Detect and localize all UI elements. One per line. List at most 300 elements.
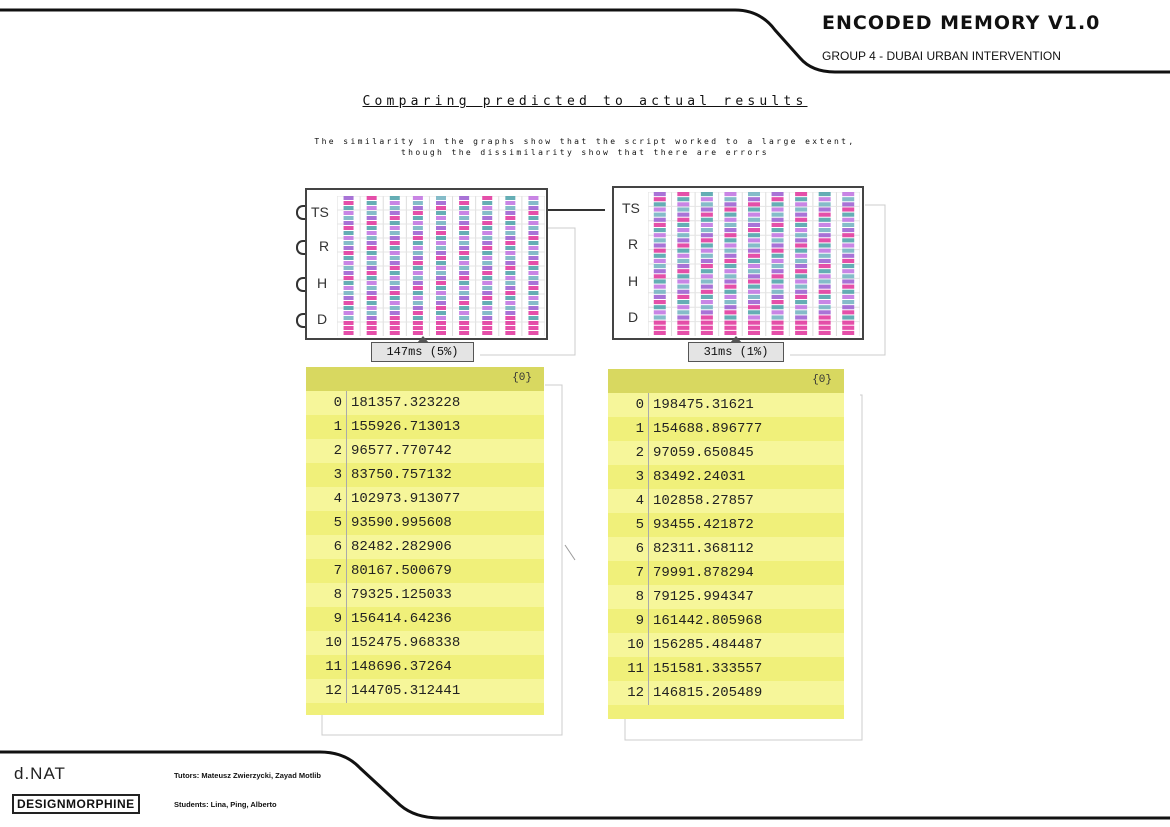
bar-segment bbox=[344, 326, 354, 330]
list-item-value: 144705.312441 bbox=[351, 683, 461, 699]
bar-segment bbox=[724, 305, 736, 309]
list-item[interactable] bbox=[306, 439, 544, 463]
bar-segment bbox=[677, 243, 689, 247]
bar-segment bbox=[701, 300, 713, 304]
bar-segment bbox=[772, 285, 784, 289]
bar-segment bbox=[772, 315, 784, 319]
bar-segment bbox=[654, 213, 666, 217]
bar-segment bbox=[701, 321, 713, 325]
bar-segment bbox=[795, 223, 807, 227]
bar-segment bbox=[528, 211, 538, 215]
right-graph-panel[interactable] bbox=[612, 186, 864, 340]
bar-segment bbox=[459, 311, 469, 315]
bar-segment bbox=[413, 196, 423, 200]
bar-segment bbox=[390, 196, 400, 200]
bar-segment bbox=[795, 264, 807, 268]
bar-segment bbox=[819, 259, 831, 263]
bar-segment bbox=[772, 310, 784, 314]
bar-segment bbox=[390, 211, 400, 215]
bar-segment bbox=[482, 251, 492, 255]
bar-segment bbox=[819, 269, 831, 273]
bar-segment bbox=[482, 256, 492, 260]
bar-segment bbox=[459, 261, 469, 265]
bar-segment bbox=[367, 306, 377, 310]
bar-segment bbox=[795, 321, 807, 325]
bar-segment bbox=[795, 274, 807, 278]
bar-segment bbox=[482, 271, 492, 275]
bar-segment bbox=[505, 261, 515, 265]
bar-segment bbox=[748, 259, 760, 263]
bar-segment bbox=[795, 279, 807, 283]
list-item-index: 7 bbox=[608, 561, 649, 585]
bar-segment bbox=[701, 202, 713, 206]
bar-segment bbox=[654, 315, 666, 319]
list-item[interactable] bbox=[306, 463, 544, 487]
app-subtitle: GROUP 4 - DUBAI URBAN INTERVENTION bbox=[822, 49, 1061, 63]
bar-segment bbox=[772, 238, 784, 242]
bar-segment bbox=[413, 216, 423, 220]
bar-segment bbox=[436, 226, 446, 230]
list-item-value: 156414.64236 bbox=[351, 611, 452, 627]
bar-segment bbox=[344, 311, 354, 315]
bar-segment bbox=[724, 249, 736, 253]
bar-segment bbox=[482, 216, 492, 220]
list-item[interactable] bbox=[306, 487, 544, 511]
bar-segment bbox=[482, 236, 492, 240]
bar-segment bbox=[390, 251, 400, 255]
list-item[interactable] bbox=[306, 655, 544, 679]
bar-segment bbox=[344, 206, 354, 210]
bar-segment bbox=[390, 256, 400, 260]
bar-segment bbox=[459, 306, 469, 310]
bar-segment bbox=[344, 271, 354, 275]
bar-segment bbox=[390, 331, 400, 335]
left-graph-label-h: H bbox=[317, 275, 328, 291]
bar-segment bbox=[842, 213, 854, 217]
bar-segment bbox=[367, 201, 377, 205]
bar-segment bbox=[367, 271, 377, 275]
bar-segment bbox=[390, 241, 400, 245]
bar-segment bbox=[724, 259, 736, 263]
bar-segment bbox=[344, 316, 354, 320]
list-item-index: 3 bbox=[306, 463, 347, 487]
dnat-logo: d.NAT bbox=[14, 764, 66, 783]
bar-segment bbox=[482, 286, 492, 290]
list-item-index: 0 bbox=[306, 391, 347, 415]
bar-segment bbox=[795, 290, 807, 294]
bar-segment bbox=[748, 218, 760, 222]
bar-segment bbox=[390, 286, 400, 290]
bar-segment bbox=[819, 218, 831, 222]
bar-segment bbox=[748, 249, 760, 253]
bar-segment bbox=[505, 226, 515, 230]
bar-segment bbox=[390, 311, 400, 315]
bar-segment bbox=[842, 295, 854, 299]
left-graph-panel[interactable] bbox=[305, 188, 548, 340]
bar-segment bbox=[344, 256, 354, 260]
bar-segment bbox=[528, 281, 538, 285]
bar-segment bbox=[842, 218, 854, 222]
bar-segment bbox=[528, 231, 538, 235]
bar-segment bbox=[367, 261, 377, 265]
bar-segment bbox=[701, 259, 713, 263]
list-item-value: 83750.757132 bbox=[351, 467, 452, 483]
bar-segment bbox=[748, 305, 760, 309]
bar-segment bbox=[344, 276, 354, 280]
bar-segment bbox=[842, 321, 854, 325]
bar-segment bbox=[459, 326, 469, 330]
bar-segment bbox=[459, 211, 469, 215]
list-item[interactable] bbox=[306, 415, 544, 439]
bar-segment bbox=[367, 246, 377, 250]
bar-segment bbox=[505, 296, 515, 300]
right-timer-badge: 31ms (1%) bbox=[688, 342, 784, 362]
input-grip-icon[interactable] bbox=[296, 277, 305, 292]
bar-segment bbox=[842, 269, 854, 273]
bar-segment bbox=[795, 243, 807, 247]
bar-segment bbox=[819, 192, 831, 196]
bar-segment bbox=[795, 249, 807, 253]
bar-segment bbox=[772, 233, 784, 237]
list-item-index: 4 bbox=[306, 487, 347, 511]
left-data-panel[interactable] bbox=[306, 367, 544, 715]
bar-segment bbox=[842, 279, 854, 283]
description-line-1: The similarity in the graphs show that the script worked to a large extent, bbox=[314, 137, 856, 146]
bar-segment bbox=[390, 316, 400, 320]
bar-segment bbox=[842, 274, 854, 278]
bar-segment bbox=[459, 296, 469, 300]
bar-segment bbox=[724, 254, 736, 258]
bar-segment bbox=[482, 296, 492, 300]
bar-segment bbox=[459, 221, 469, 225]
bar-segment bbox=[367, 226, 377, 230]
bar-segment bbox=[795, 305, 807, 309]
list-item[interactable] bbox=[306, 559, 544, 583]
list-item[interactable] bbox=[608, 657, 844, 681]
bar-segment bbox=[772, 259, 784, 263]
bar-segment bbox=[772, 207, 784, 211]
bar-segment bbox=[344, 241, 354, 245]
bar-segment bbox=[413, 256, 423, 260]
bar-segment bbox=[367, 196, 377, 200]
bar-segment bbox=[436, 221, 446, 225]
input-grip-icon[interactable] bbox=[296, 205, 305, 220]
bar-segment bbox=[654, 197, 666, 201]
right-path-tag: {0} bbox=[812, 374, 832, 386]
bar-segment bbox=[795, 197, 807, 201]
bar-segment bbox=[482, 211, 492, 215]
bar-segment bbox=[436, 276, 446, 280]
bar-segment bbox=[413, 271, 423, 275]
bar-segment bbox=[344, 211, 354, 215]
bar-segment bbox=[842, 259, 854, 263]
bar-segment bbox=[390, 266, 400, 270]
bar-segment bbox=[724, 192, 736, 196]
list-item[interactable] bbox=[608, 441, 844, 465]
bar-segment bbox=[772, 249, 784, 253]
bar-segment bbox=[701, 310, 713, 314]
bar-segment bbox=[482, 231, 492, 235]
bar-segment bbox=[654, 207, 666, 211]
bar-segment bbox=[748, 315, 760, 319]
left-graph-label-d: D bbox=[317, 311, 328, 327]
bar-segment bbox=[748, 213, 760, 217]
bar-segment bbox=[482, 326, 492, 330]
list-item[interactable] bbox=[608, 585, 844, 609]
bar-segment bbox=[482, 196, 492, 200]
bar-segment bbox=[459, 321, 469, 325]
bar-segment bbox=[748, 228, 760, 232]
right-graph-label-d: D bbox=[628, 309, 639, 325]
list-item[interactable] bbox=[306, 391, 544, 415]
bar-segment bbox=[701, 285, 713, 289]
bar-segment bbox=[677, 295, 689, 299]
bar-segment bbox=[505, 271, 515, 275]
bar-segment bbox=[724, 213, 736, 217]
bar-segment bbox=[677, 249, 689, 253]
list-item-index: 8 bbox=[306, 583, 347, 607]
bar-segment bbox=[436, 231, 446, 235]
bar-segment bbox=[795, 315, 807, 319]
list-item-index: 12 bbox=[608, 681, 649, 705]
bar-segment bbox=[344, 291, 354, 295]
bar-segment bbox=[748, 223, 760, 227]
bar-segment bbox=[344, 236, 354, 240]
list-item[interactable] bbox=[306, 535, 544, 559]
list-item[interactable] bbox=[608, 393, 844, 417]
list-item[interactable] bbox=[608, 561, 844, 585]
bar-segment bbox=[701, 274, 713, 278]
bar-segment bbox=[677, 218, 689, 222]
bar-segment bbox=[505, 221, 515, 225]
bar-segment bbox=[390, 276, 400, 280]
list-item-value: 82311.368112 bbox=[653, 541, 754, 557]
bar-segment bbox=[677, 259, 689, 263]
list-item[interactable] bbox=[608, 537, 844, 561]
bar-segment bbox=[772, 218, 784, 222]
bar-segment bbox=[724, 264, 736, 268]
bar-segment bbox=[819, 326, 831, 330]
bar-segment bbox=[528, 296, 538, 300]
bar-segment bbox=[724, 290, 736, 294]
bar-segment bbox=[677, 274, 689, 278]
bar-segment bbox=[436, 321, 446, 325]
bar-segment bbox=[795, 207, 807, 211]
bar-segment bbox=[677, 279, 689, 283]
tutors-credit: Tutors: Mateusz Zwierzycki, Zayad Motlib bbox=[174, 771, 321, 780]
list-item-value: 155926.713013 bbox=[351, 419, 461, 435]
bar-segment bbox=[390, 261, 400, 265]
bar-segment bbox=[482, 261, 492, 265]
bar-segment bbox=[772, 269, 784, 273]
list-item-index: 1 bbox=[608, 417, 649, 441]
bar-segment bbox=[654, 331, 666, 335]
bar-segment bbox=[505, 326, 515, 330]
bar-segment bbox=[344, 196, 354, 200]
bar-segment bbox=[459, 251, 469, 255]
bar-segment bbox=[413, 241, 423, 245]
input-grip-icon[interactable] bbox=[296, 313, 305, 328]
bar-segment bbox=[819, 197, 831, 201]
bar-segment bbox=[795, 238, 807, 242]
list-item-index: 8 bbox=[608, 585, 649, 609]
bar-segment bbox=[748, 233, 760, 237]
list-item-index: 4 bbox=[608, 489, 649, 513]
bar-segment bbox=[724, 331, 736, 335]
bar-segment bbox=[482, 276, 492, 280]
bar-segment bbox=[367, 251, 377, 255]
bar-segment bbox=[724, 228, 736, 232]
bar-segment bbox=[528, 251, 538, 255]
bar-segment bbox=[654, 192, 666, 196]
bar-segment bbox=[459, 316, 469, 320]
right-data-panel[interactable] bbox=[608, 369, 844, 719]
list-item[interactable] bbox=[608, 465, 844, 489]
bar-segment bbox=[748, 285, 760, 289]
bar-segment bbox=[390, 206, 400, 210]
bar-segment bbox=[505, 236, 515, 240]
bar-segment bbox=[724, 218, 736, 222]
bar-segment bbox=[505, 331, 515, 335]
bar-segment bbox=[459, 256, 469, 260]
bar-segment bbox=[505, 306, 515, 310]
bar-segment bbox=[654, 202, 666, 206]
bar-segment bbox=[367, 291, 377, 295]
bar-segment bbox=[390, 231, 400, 235]
bar-segment bbox=[390, 306, 400, 310]
bar-segment bbox=[505, 321, 515, 325]
list-item[interactable] bbox=[608, 513, 844, 537]
bar-segment bbox=[344, 261, 354, 265]
list-item[interactable] bbox=[306, 607, 544, 631]
bar-segment bbox=[654, 326, 666, 330]
list-item[interactable] bbox=[306, 511, 544, 535]
bar-segment bbox=[413, 296, 423, 300]
bar-segment bbox=[842, 305, 854, 309]
bar-segment bbox=[701, 305, 713, 309]
input-grip-icon[interactable] bbox=[296, 240, 305, 255]
bar-segment bbox=[390, 326, 400, 330]
right-panel-header bbox=[608, 369, 844, 393]
bar-segment bbox=[772, 326, 784, 330]
bar-segment bbox=[459, 196, 469, 200]
bar-segment bbox=[390, 301, 400, 305]
bar-segment bbox=[677, 228, 689, 232]
bar-segment bbox=[654, 254, 666, 258]
page-heading: Comparing predicted to actual results bbox=[362, 94, 808, 109]
bar-segment bbox=[748, 243, 760, 247]
bar-segment bbox=[772, 274, 784, 278]
bar-segment bbox=[367, 211, 377, 215]
bar-segment bbox=[677, 238, 689, 242]
bar-segment bbox=[724, 197, 736, 201]
bar-segment bbox=[748, 207, 760, 211]
bar-segment bbox=[724, 238, 736, 242]
list-item[interactable] bbox=[608, 681, 844, 705]
bar-segment bbox=[505, 216, 515, 220]
bar-segment bbox=[724, 233, 736, 237]
list-item-value: 83492.24031 bbox=[653, 469, 746, 485]
bar-segment bbox=[701, 192, 713, 196]
bar-segment bbox=[772, 223, 784, 227]
bar-segment bbox=[701, 264, 713, 268]
bar-segment bbox=[677, 202, 689, 206]
bar-segment bbox=[413, 306, 423, 310]
bar-segment bbox=[701, 228, 713, 232]
list-item-value: 181357.323228 bbox=[351, 395, 461, 411]
bar-segment bbox=[748, 197, 760, 201]
bar-segment bbox=[654, 300, 666, 304]
list-item[interactable] bbox=[306, 631, 544, 655]
bar-segment bbox=[528, 301, 538, 305]
bar-segment bbox=[413, 301, 423, 305]
list-item-index: 0 bbox=[608, 393, 649, 417]
bar-segment bbox=[654, 228, 666, 232]
bar-segment bbox=[748, 238, 760, 242]
bar-segment bbox=[819, 274, 831, 278]
bar-segment bbox=[436, 261, 446, 265]
bar-segment bbox=[677, 233, 689, 237]
bar-segment bbox=[367, 256, 377, 260]
list-item[interactable] bbox=[608, 417, 844, 441]
list-item[interactable] bbox=[608, 489, 844, 513]
bar-segment bbox=[701, 331, 713, 335]
bar-segment bbox=[842, 290, 854, 294]
bar-segment bbox=[677, 331, 689, 335]
bar-segment bbox=[390, 221, 400, 225]
bar-segment bbox=[842, 202, 854, 206]
list-item[interactable] bbox=[608, 609, 844, 633]
list-item[interactable] bbox=[306, 679, 544, 703]
bar-segment bbox=[367, 241, 377, 245]
bar-segment bbox=[654, 249, 666, 253]
bar-segment bbox=[795, 326, 807, 330]
bar-segment bbox=[344, 296, 354, 300]
bar-segment bbox=[748, 254, 760, 258]
list-item-value: 161442.805968 bbox=[653, 613, 763, 629]
list-item-index: 2 bbox=[608, 441, 649, 465]
list-item[interactable] bbox=[608, 633, 844, 657]
list-item-index: 9 bbox=[608, 609, 649, 633]
bar-segment bbox=[724, 243, 736, 247]
bar-segment bbox=[842, 197, 854, 201]
list-item-index: 9 bbox=[306, 607, 347, 631]
list-item[interactable] bbox=[306, 583, 544, 607]
bar-segment bbox=[390, 291, 400, 295]
bar-segment bbox=[819, 305, 831, 309]
bar-segment bbox=[413, 276, 423, 280]
bar-segment bbox=[528, 201, 538, 205]
bar-segment bbox=[701, 315, 713, 319]
bar-segment bbox=[436, 246, 446, 250]
bar-segment bbox=[528, 331, 538, 335]
bar-segment bbox=[842, 223, 854, 227]
bar-segment bbox=[436, 201, 446, 205]
bar-segment bbox=[413, 321, 423, 325]
bar-segment bbox=[459, 291, 469, 295]
bar-segment bbox=[482, 301, 492, 305]
bar-segment bbox=[772, 321, 784, 325]
bar-segment bbox=[748, 300, 760, 304]
bar-segment bbox=[772, 295, 784, 299]
bar-segment bbox=[772, 279, 784, 283]
bar-segment bbox=[677, 207, 689, 211]
bar-segment bbox=[842, 254, 854, 258]
bar-segment bbox=[459, 301, 469, 305]
bar-segment bbox=[390, 236, 400, 240]
bar-segment bbox=[505, 316, 515, 320]
bar-segment bbox=[772, 331, 784, 335]
